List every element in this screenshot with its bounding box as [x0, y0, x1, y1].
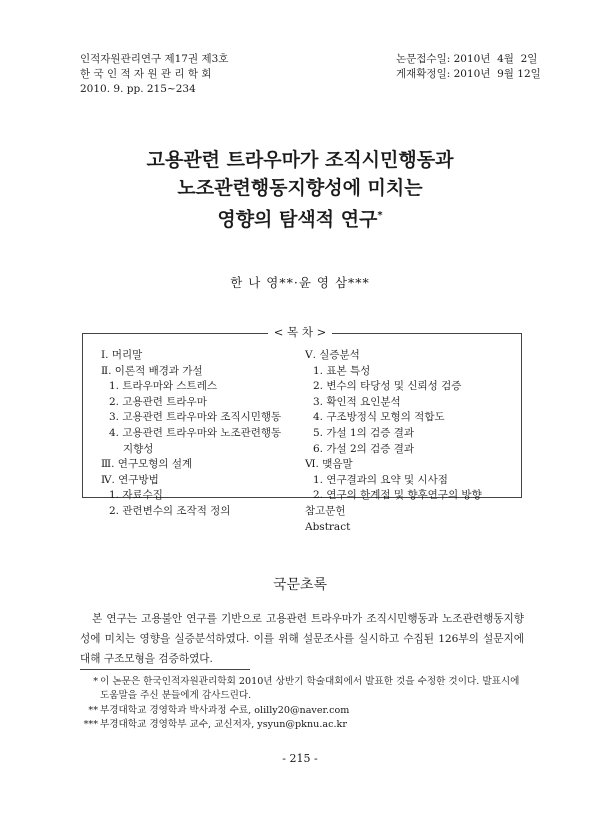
title-line-3: 영향의 탐색적 연구	[217, 208, 378, 231]
toc-item: Ⅲ. 연구모형의 설계	[101, 458, 193, 471]
authors: 한 나 영**·윤 영 삼***	[230, 275, 370, 290]
title-line-1: 고용관련 트라우마가 조직시민행동과	[146, 149, 454, 171]
toc-left-column	[101, 348, 281, 520]
toc-item: 3. 확인적 요인분석	[313, 395, 401, 408]
title-footnote-mark: *	[377, 210, 383, 221]
toc-item: 6. 가설 2의 검증 결과	[313, 442, 415, 455]
toc-item: 1. 표본 특성	[313, 364, 371, 377]
title-line-3-wrap	[0, 202, 600, 233]
abstract-text: 본 연구는 고용불안 연구를 기반으로 고용관련 트라우마가 조직시민행동과 노조관련행동지향성에 미치는 영향을 실증분석하였다. 이를 위해 설문조사를 실시하고 수집된 126부의 설문지에 대해 구조모형을 검증하였다.	[80, 613, 524, 665]
footnote-text: 부경대학교 경영학과 박사과정 수료, olilly20@naver.com	[100, 704, 350, 716]
footnote-text: 부경대학교 경영학부 교수, 교신저자, ysyun@pknu.ac.kr	[100, 719, 347, 731]
toc-item: 1. 연구결과의 요약 및 시사점	[313, 473, 448, 486]
toc-item: Ⅱ. 이론적 배경과 가설	[101, 364, 203, 377]
footnote-mark: *	[93, 676, 98, 687]
table-of-contents	[82, 333, 522, 533]
footnote	[80, 675, 524, 704]
toc-item: 1. 자료수집	[109, 489, 163, 502]
toc-item: Ⅰ. 머리말	[101, 349, 143, 361]
toc-item: Ⅵ. 맺음말	[305, 458, 353, 471]
footnote-divider	[80, 669, 250, 670]
toc-item: 3. 고용관련 트라우마와 조직시민행동	[109, 411, 282, 424]
toc-item: Ⅴ. 실증분석	[305, 349, 360, 361]
toc-item: 지향성	[123, 442, 154, 455]
toc-item: Abstract	[305, 520, 351, 533]
toc-item: 2. 관련변수의 조작적 정의	[109, 504, 231, 517]
toc-item: 4. 구조방정식 모형의 적합도	[313, 411, 445, 424]
accepted-date: 게재확정일: 2010년 9월 12일	[396, 68, 541, 80]
toc-heading: < 목 차 >	[268, 325, 332, 339]
footnote	[80, 718, 524, 732]
toc-item: Ⅳ. 연구방법	[101, 473, 159, 486]
title-line-2: 노조관련행동지향성에 미치는	[177, 177, 423, 199]
toc-item: 5. 가설 1의 검증 결과	[313, 426, 415, 439]
paper-title	[0, 146, 600, 233]
toc-item: 1. 트라우마와 스트레스	[109, 380, 217, 393]
journal-volume: 인적자원관리연구 제17권 제3호	[80, 53, 229, 65]
toc-item: 2. 고용관련 트라우마	[109, 395, 207, 408]
submission-dates	[396, 52, 541, 82]
toc-item: 참고문헌	[305, 504, 346, 517]
journal-society: 한 국 인 적 자 원 관 리 학 회	[80, 68, 212, 80]
page-number: - 215 -	[282, 752, 318, 765]
toc-right-column	[305, 348, 482, 535]
footnote-mark: ***	[83, 719, 98, 731]
journal-pages: 2010. 9. pp. 215~234	[80, 83, 196, 95]
toc-item: 2. 변수의 타당성 및 신뢰성 검증	[313, 380, 462, 393]
toc-item: 4. 고용관련 트라우마와 노조관련행동	[109, 426, 282, 439]
received-date: 논문접수일: 2010년 4월 2일	[396, 53, 538, 65]
abstract-heading: 국문초록	[272, 577, 328, 593]
footnotes	[80, 675, 524, 733]
toc-item: 2. 연구의 한계점 및 향후연구의 방향	[313, 489, 482, 502]
toc-heading-wrap	[0, 324, 600, 340]
footnote	[80, 704, 524, 718]
footnote-mark: **	[88, 704, 98, 716]
footnote-text: 이 논문은 한국인적자원관리학회 2010년 상반기 학술대회에서 발표한 것을 수정한 것이다. 발표시에 도움말을 주신 분들에게 감사드린다.	[100, 676, 520, 702]
journal-info	[80, 52, 228, 97]
